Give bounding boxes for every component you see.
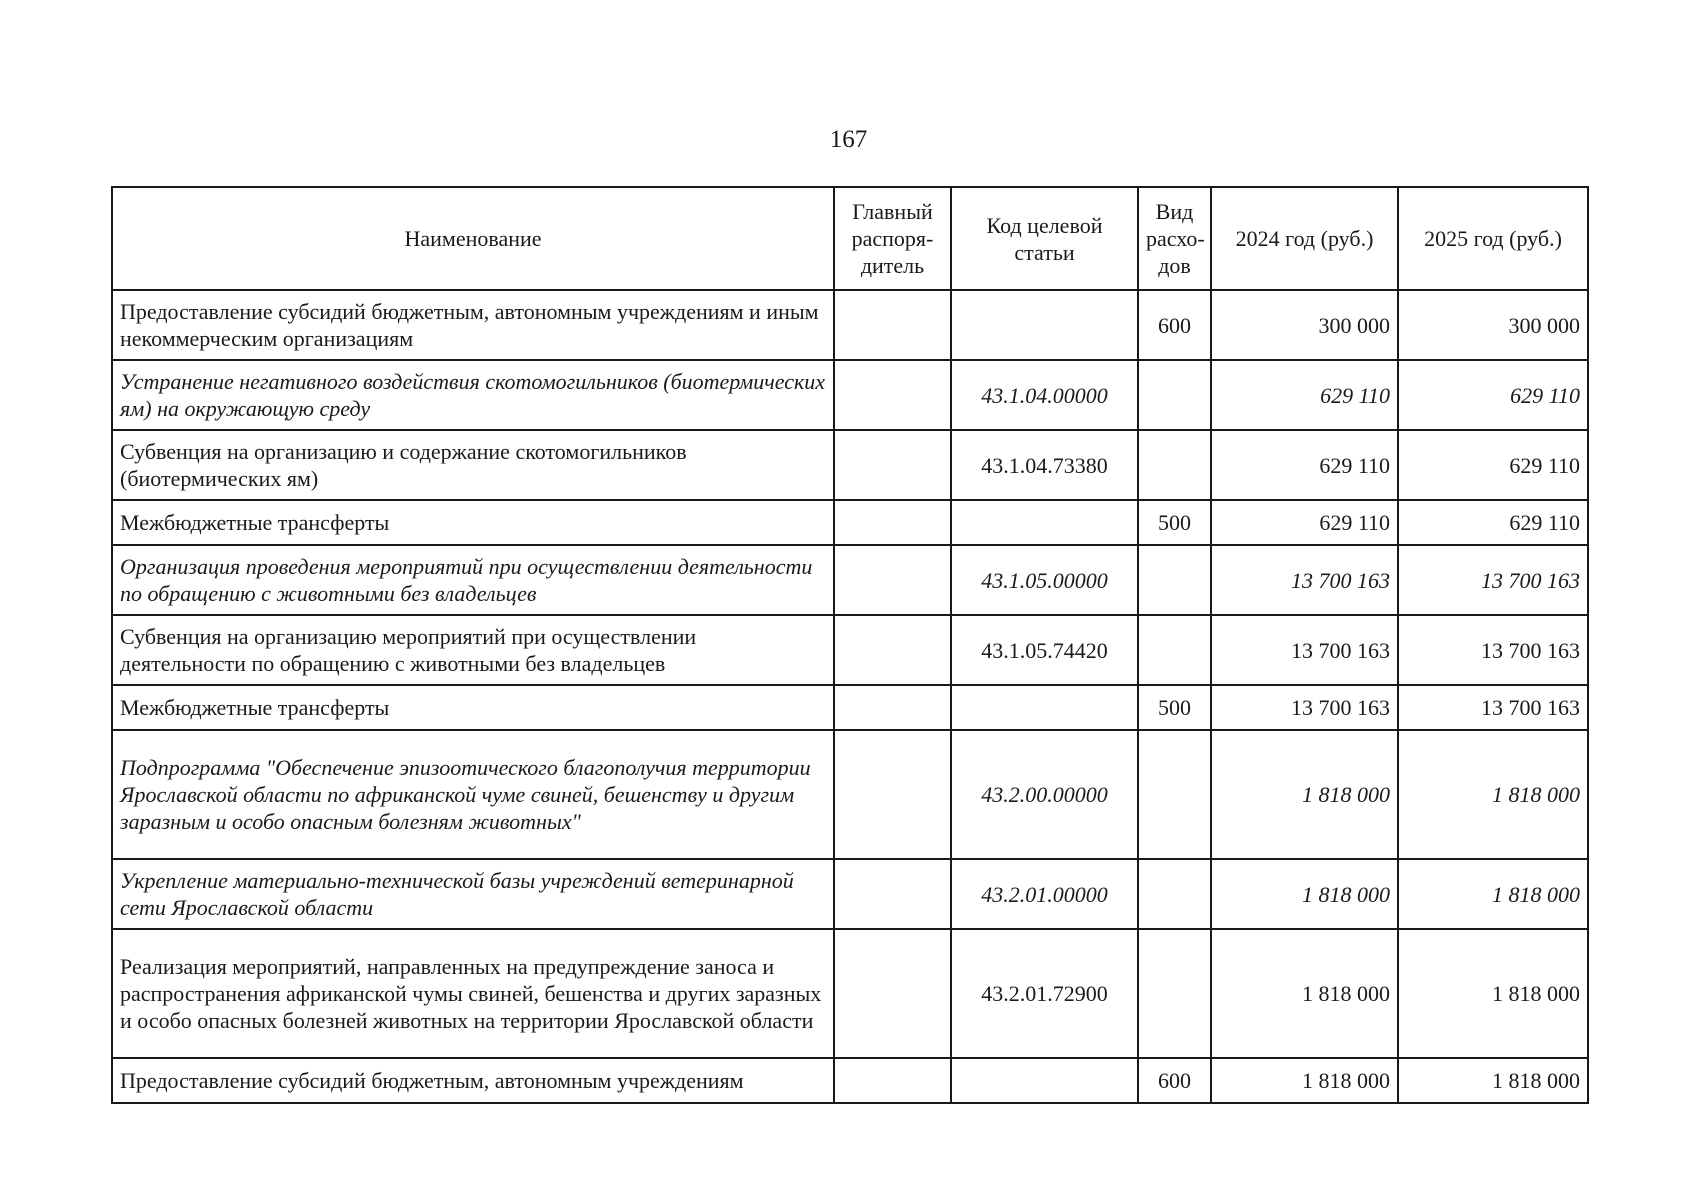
row-name: Реализация мероприятий, направленных на предупреждение заноса и распространения африканской чумы свиней, бешенства и других заразных и особо опасных болезней животных на территории Ярославской области <box>112 929 834 1058</box>
header-admin: Главный распоря-дитель <box>834 187 951 290</box>
row-amount-2025: 13 700 163 <box>1398 615 1588 685</box>
row-name: Подпрограмма "Обеспечение эпизоотического благополучия территории Ярославской области по африканской чуме свиней, бешенству и другим заразным и особо опасным болезням животных" <box>112 730 834 859</box>
row-amount-2025: 13 700 163 <box>1398 685 1588 730</box>
row-admin <box>834 430 951 500</box>
header-2024: 2024 год (руб.) <box>1211 187 1398 290</box>
page-number: 167 <box>829 126 868 153</box>
row-name: Межбюджетные трансферты <box>112 685 834 730</box>
row-code <box>951 685 1138 730</box>
row-amount-2024: 1 818 000 <box>1211 1058 1398 1103</box>
row-code <box>951 1058 1138 1103</box>
row-amount-2024: 629 110 <box>1211 430 1398 500</box>
row-amount-2024: 1 818 000 <box>1211 730 1398 859</box>
table-row <box>112 1058 1588 1103</box>
row-amount-2024: 13 700 163 <box>1211 685 1398 730</box>
row-amount-2025: 629 110 <box>1398 430 1588 500</box>
row-admin <box>834 545 951 615</box>
row-admin <box>834 929 951 1058</box>
row-amount-2024: 629 110 <box>1211 360 1398 430</box>
row-amount-2024: 300 000 <box>1211 290 1398 360</box>
row-type <box>1138 859 1211 929</box>
row-amount-2025: 629 110 <box>1398 360 1588 430</box>
row-amount-2025: 300 000 <box>1398 290 1588 360</box>
table-row <box>112 500 1588 545</box>
row-amount-2024: 13 700 163 <box>1211 615 1398 685</box>
row-code <box>951 500 1138 545</box>
row-type <box>1138 730 1211 859</box>
row-name: Предоставление субсидий бюджетным, автономным учреждениям и иным некоммерческим организациям <box>112 290 834 360</box>
row-admin <box>834 859 951 929</box>
row-type: 600 <box>1138 290 1211 360</box>
row-type <box>1138 430 1211 500</box>
row-amount-2024: 629 110 <box>1211 500 1398 545</box>
budget-table <box>111 186 1589 1104</box>
row-amount-2025: 13 700 163 <box>1398 545 1588 615</box>
row-name: Укрепление материально-технической базы учреждений ветеринарной сети Ярославской области <box>112 859 834 929</box>
row-admin <box>834 730 951 859</box>
row-code <box>951 290 1138 360</box>
row-type <box>1138 360 1211 430</box>
row-code: 43.1.05.00000 <box>951 545 1138 615</box>
row-type: 600 <box>1138 1058 1211 1103</box>
row-admin <box>834 685 951 730</box>
row-amount-2025: 629 110 <box>1398 500 1588 545</box>
row-name: Субвенция на организацию мероприятий при осуществлении деятельности по обращению с животными без владельцев <box>112 615 834 685</box>
row-code: 43.1.04.73380 <box>951 430 1138 500</box>
row-name: Межбюджетные трансферты <box>112 500 834 545</box>
row-admin <box>834 500 951 545</box>
header-2025: 2025 год (руб.) <box>1398 187 1588 290</box>
header-code: Код целевой статьи <box>951 187 1138 290</box>
table-row <box>112 859 1588 929</box>
row-name: Организация проведения мероприятий при осуществлении деятельности по обращению с животными без владельцев <box>112 545 834 615</box>
row-code: 43.2.00.00000 <box>951 730 1138 859</box>
table-row <box>112 360 1588 430</box>
row-amount-2024: 1 818 000 <box>1211 929 1398 1058</box>
row-code: 43.1.04.00000 <box>951 360 1138 430</box>
table-row <box>112 615 1588 685</box>
row-type <box>1138 545 1211 615</box>
row-amount-2024: 1 818 000 <box>1211 859 1398 929</box>
row-code: 43.2.01.00000 <box>951 859 1138 929</box>
row-admin <box>834 360 951 430</box>
row-name: Устранение негативного воздействия скотомогильников (биотермических ям) на окружающую среду <box>112 360 834 430</box>
row-amount-2024: 13 700 163 <box>1211 545 1398 615</box>
header-name: Наименование <box>112 187 834 290</box>
table-row <box>112 545 1588 615</box>
table-header-row <box>112 187 1588 290</box>
row-code: 43.1.05.74420 <box>951 615 1138 685</box>
row-type <box>1138 929 1211 1058</box>
table-row <box>112 430 1588 500</box>
row-amount-2025: 1 818 000 <box>1398 929 1588 1058</box>
row-name: Субвенция на организацию и содержание скотомогильников (биотермических ям) <box>112 430 834 500</box>
table-row <box>112 685 1588 730</box>
row-type: 500 <box>1138 500 1211 545</box>
row-name: Предоставление субсидий бюджетным, автономным учреждениям <box>112 1058 834 1103</box>
row-amount-2025: 1 818 000 <box>1398 859 1588 929</box>
row-admin <box>834 615 951 685</box>
row-admin <box>834 1058 951 1103</box>
row-admin <box>834 290 951 360</box>
table-row <box>112 290 1588 360</box>
header-type: Вид расхо-дов <box>1138 187 1211 290</box>
row-type: 500 <box>1138 685 1211 730</box>
row-type <box>1138 615 1211 685</box>
row-amount-2025: 1 818 000 <box>1398 730 1588 859</box>
table-row <box>112 730 1588 859</box>
row-amount-2025: 1 818 000 <box>1398 1058 1588 1103</box>
table-row <box>112 929 1588 1058</box>
row-code: 43.2.01.72900 <box>951 929 1138 1058</box>
